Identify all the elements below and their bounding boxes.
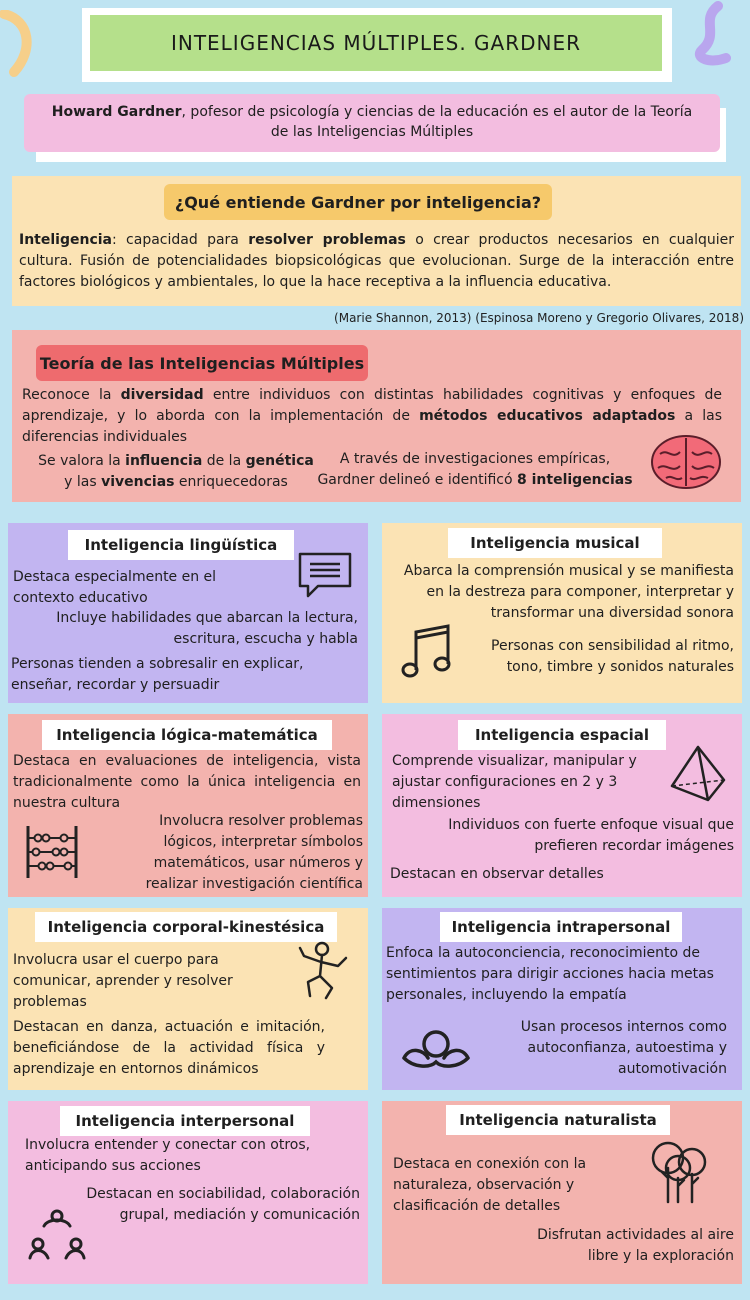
card-corporal-p2: Destacan en danza, actuación e imitación, beneficiándose de la actividad física y aprendizaje en entornos dinámicos	[13, 1019, 325, 1077]
genetics-part-4: enriquecedoras	[174, 474, 288, 490]
definition-bold-1: resolver problemas	[248, 232, 406, 248]
eight-bold: 8 inteligencias	[517, 472, 633, 488]
theory-bold-1: diversidad	[120, 387, 204, 403]
theory-bold-2: métodos educativos adaptados	[419, 408, 676, 424]
card-musical-title: Inteligencia musical	[448, 528, 662, 558]
genetics-bold-1: influencia	[125, 453, 203, 469]
card-espacial-p1: Comprende visualizar, manipular y ajustar configuraciones en 2 y 3 dimensiones	[392, 753, 637, 811]
card-interpersonal-p2: Destacan en sociabilidad, colaboración grupal, mediación y comunicación	[86, 1186, 360, 1223]
card-naturalista-title: Inteligencia naturalista	[446, 1105, 670, 1135]
eight-part-2: Gardner delineó e identificó	[317, 472, 517, 488]
card-linguistica-p3: Personas tienden a sobresalir en explicar, enseñar, recordar y persuadir	[11, 656, 304, 693]
definition-title: ¿Qué entiende Gardner por inteligencia?	[164, 184, 552, 220]
card-corporal-title: Inteligencia corporal-kinestésica	[35, 912, 337, 942]
card-interpersonal-p1: Involucra entender y conectar con otros, anticipando sus acciones	[25, 1137, 311, 1174]
card-logica-p1: Destaca en evaluaciones de inteligencia, vista tradicionalmente como la única inteligencia en nuestra cultura	[13, 753, 361, 811]
definition-text	[19, 230, 734, 293]
card-intrapersonal-title: Inteligencia intrapersonal	[440, 912, 682, 942]
theory-genetics-note	[22, 451, 330, 493]
theory-text	[22, 385, 722, 448]
abacus-icon	[24, 824, 80, 880]
intro-text: , pofesor de psicología y ciencias de la educación es el autor de la Teoría de las Inteligencias Múltiples	[181, 104, 693, 140]
card-interpersonal-title: Inteligencia interpersonal	[60, 1106, 310, 1136]
card-logica-p2: Involucra resolver problemas lógicos, interpretar símbolos matemáticos, usar números y realizar investigación científica	[145, 813, 363, 892]
theory-eight-note	[310, 449, 640, 491]
definition-term: Inteligencia	[19, 232, 112, 248]
card-espacial-p2: Individuos con fuerte enfoque visual que prefieren recordar imágenes	[448, 817, 734, 854]
card-corporal-p1: Involucra usar el cuerpo para comunicar, aprender y resolver problemas	[13, 952, 233, 1010]
group-people-icon	[26, 1204, 88, 1266]
theory-title: Teoría de las Inteligencias Múltiples	[36, 345, 368, 381]
decorative-squiggle-right	[690, 0, 750, 70]
card-espacial-title: Inteligencia espacial	[458, 720, 666, 750]
card-naturalista-p1: Destaca en conexión con la naturaleza, observación y clasificación de detalles	[393, 1156, 587, 1214]
card-espacial-p3: Destacan en observar detalles	[390, 866, 604, 882]
theory-part-3: a las diferencias individuales	[22, 408, 722, 445]
author-name: Howard Gardner	[51, 104, 182, 120]
definition-part-1: : capacidad para	[112, 232, 249, 248]
theory-part-2: entre individuos con distintas habilidades cognitivas y enfoques de aprendizaje, y lo aborda con la implementación de	[22, 387, 722, 424]
definition-part-2: o crear productos necesarios en cualquier cultura. Fusión de potencialidades biopsicológicas que evolucionan. Surge de la interacción entre factores biológicos y ambientales, lo que la hace receptiva a la influencia educativa.	[19, 232, 734, 290]
decorative-squiggle-left	[0, 10, 40, 80]
trees-icon	[644, 1138, 714, 1206]
meditation-icon	[400, 1028, 472, 1072]
citation: (Marie Shannon, 2013) (Espinosa Moreno y Gregorio Olivares, 2018)	[334, 311, 744, 325]
eight-part-1: A través de investigaciones empíricas,	[339, 451, 611, 467]
genetics-part-2: de la	[202, 453, 246, 469]
music-note-icon	[400, 622, 456, 682]
card-logica-title: Inteligencia lógica-matemática	[42, 720, 332, 750]
genetics-bold-3: vivencias	[101, 474, 175, 490]
card-musical-p1: Abarca la comprensión musical y se manifiesta en la destreza para componer, interpretar y transformar una diversidad sonora	[403, 563, 734, 621]
intro-box	[24, 94, 720, 152]
card-intrapersonal-p2: Usan procesos internos como autoconfianza, autoestima y automotivación	[520, 1019, 727, 1077]
chat-lines-icon	[296, 552, 354, 598]
page-title: INTELIGENCIAS MÚLTIPLES. GARDNER	[90, 15, 662, 71]
pyramid-icon	[668, 744, 728, 802]
genetics-bold-2: genética	[245, 453, 314, 469]
card-linguistica-p1: Destaca especialmente en el contexto educativo	[13, 569, 217, 606]
brain-icon	[650, 434, 722, 490]
genetics-part-1: Se valora la	[38, 453, 126, 469]
dancing-person-icon	[296, 940, 350, 1002]
card-linguistica-p2: Incluye habilidades que abarcan la lectura, escritura, escucha y habla	[56, 610, 358, 647]
theory-part-1: Reconoce la	[22, 387, 121, 403]
genetics-part-3: y las	[64, 474, 102, 490]
card-naturalista-p2: Disfrutan actividades al aire libre y la exploración	[537, 1227, 734, 1264]
card-musical-p2: Personas con sensibilidad al ritmo, tono, timbre y sonidos naturales	[491, 638, 734, 675]
card-linguistica-title: Inteligencia lingüística	[68, 530, 294, 560]
card-intrapersonal-p1: Enfoca la autoconciencia, reconocimiento de sentimientos para dirigir acciones hacia metas personales, incluyendo la empatía	[386, 945, 714, 1003]
